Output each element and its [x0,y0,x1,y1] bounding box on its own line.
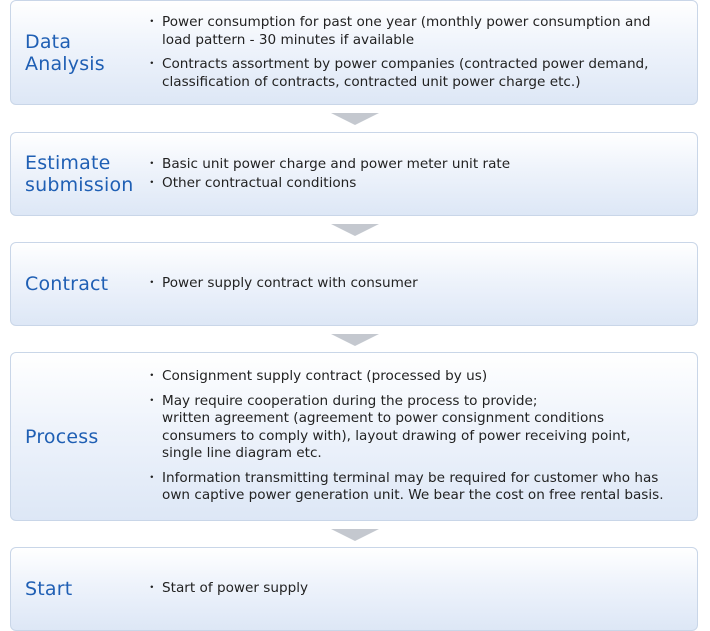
step-body [150,1,693,104]
bullet-item [150,14,693,49]
bullet-line: classification of contracts, contracted unit power charge etc.) [162,73,581,90]
bullet-item [150,580,693,598]
step-title-line: Analysis [25,52,105,75]
down-arrow-icon [331,529,379,541]
step-body [150,353,693,520]
bullet-line: ・ Basic unit power charge and power meter unit rate [162,155,511,172]
step-title-line: submission [25,174,134,196]
bullet-line: single line diagram etc. [162,445,322,462]
step-process [10,352,698,521]
step-body [150,243,693,325]
bullet-item [150,156,693,174]
step-data-analysis [10,0,698,105]
step-title-line: Start [25,578,73,600]
step-estimate-submission [10,132,698,216]
bullet-line: ・ Other contractual conditions [162,175,357,191]
bullet-line: own captive power generation unit. We bear the cost on free rental basis. [162,487,664,504]
step-contract [10,242,698,326]
bullet-line: ・ Start of power supply [162,580,309,597]
step-title-line: Data [25,30,72,53]
bullet-item [150,368,693,386]
bullet-line: ・ Contracts assortment by power companies (contracted power demand, [162,56,649,72]
step-title [25,548,151,630]
bullet-item [150,56,693,91]
bullet-item [150,275,693,293]
bullet-line: consumers to comply with), layout drawing of power receiving point, [162,427,631,444]
bullet-line: ・ Power consumption for past one year (monthly power consumption and [162,14,651,30]
down-arrow-icon [331,334,379,346]
step-title [25,1,151,104]
step-title [25,353,151,520]
bullet-line: ・ May require cooperation during the process to provide; [162,392,538,409]
step-start [10,547,698,631]
down-arrow-icon [331,224,379,236]
bullet-line: ・ Information transmitting terminal may be required for customer who has [162,469,659,486]
bullet-line: written agreement (agreement to power consignment conditions [162,410,605,427]
bullet-item [150,175,693,193]
bullet-item [150,393,693,463]
bullet-item [150,470,693,505]
step-title-line: Estimate [25,152,111,174]
step-body [150,133,693,215]
step-title [25,133,151,215]
step-title [25,243,151,325]
step-title-line: Contract [25,273,109,295]
step-title-line: Process [25,425,99,448]
down-arrow-icon [331,113,379,125]
step-body [150,548,693,630]
bullet-line: load pattern - 30 minutes if available [162,31,415,48]
bullet-line: ・ Consignment supply contract (processed by us) [162,368,488,385]
bullet-line: ・ Power supply contract with consumer [162,275,418,292]
